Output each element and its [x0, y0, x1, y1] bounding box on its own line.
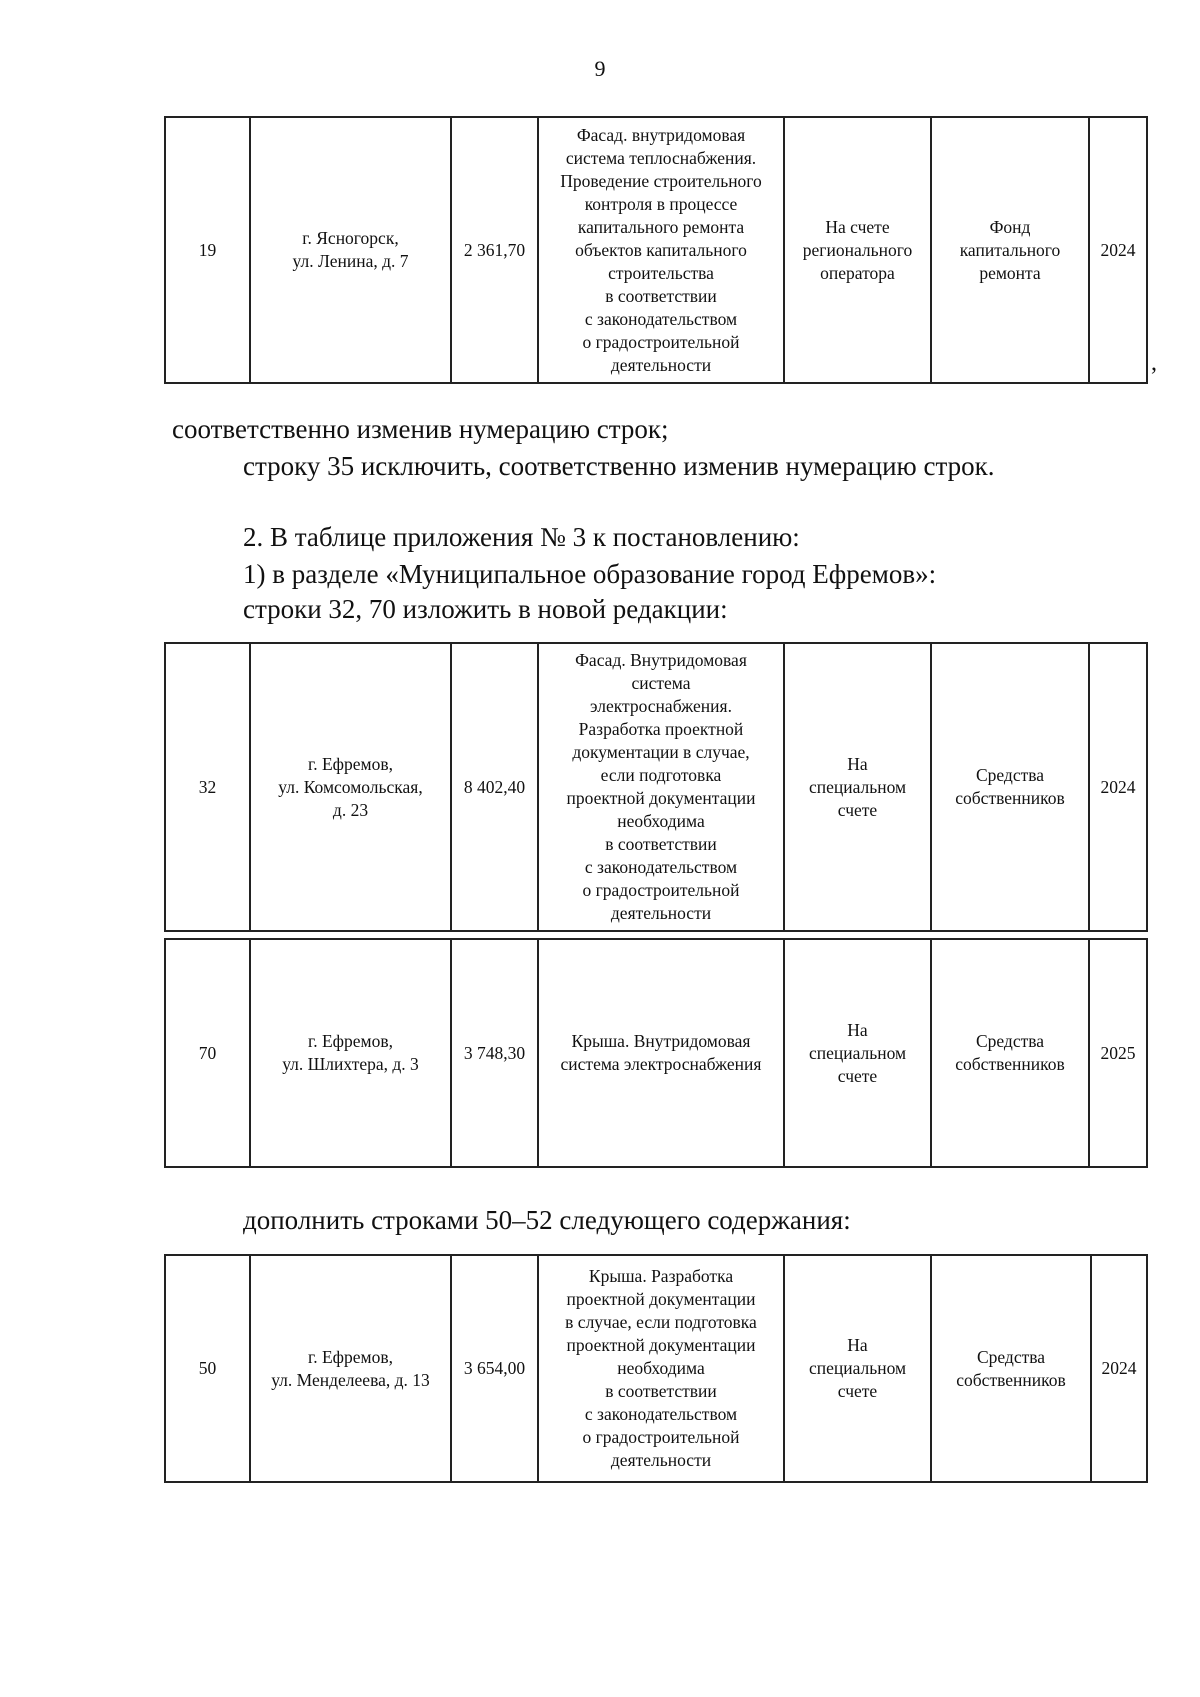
table-top — [164, 116, 1148, 384]
row-number: 50 — [165, 1255, 250, 1482]
table-mid-2 — [164, 938, 1148, 1168]
page-number: 9 — [594, 56, 606, 81]
table-row — [165, 939, 1147, 1167]
account-cell: На специальном счете — [784, 1255, 931, 1482]
table-row — [165, 643, 1147, 931]
year-cell: 2024 — [1089, 643, 1147, 931]
account-cell: На специальном счете — [784, 939, 931, 1167]
source-cell: Средства собственников — [931, 939, 1089, 1167]
work-cell: Крыша. Внутридомовая система электроснабжения — [538, 939, 784, 1167]
row-number: 19 — [165, 117, 250, 383]
work-cell: Крыша. Разработка проектной документации в случае, если подготовка проектной документации необходима в соответствии с законодательством о градостроительной деятельности — [538, 1255, 784, 1482]
area-cell: 2 361,70 — [451, 117, 538, 383]
source-cell: Фонд капитального ремонта — [931, 117, 1089, 383]
area-cell: 8 402,40 — [451, 643, 538, 931]
source-cell: Средства собственников — [931, 643, 1089, 931]
year-cell: 2024 — [1091, 1255, 1147, 1482]
account-cell: На счете регионального оператора — [784, 117, 931, 383]
area-cell: 3 748,30 — [451, 939, 538, 1167]
paragraph-2: строку 35 исключить, соответственно изменив нумерацию строк. — [243, 451, 995, 481]
address-cell: г. Ефремов, ул. Комсомольская, д. 23 — [250, 643, 451, 931]
area-cell: 3 654,00 — [451, 1255, 538, 1482]
paragraph-1: соответственно изменив нумерацию строк; — [172, 414, 669, 444]
paragraph-4: 1) в разделе «Муниципальное образование город Ефремов»: — [243, 559, 937, 589]
year-cell: 2024 — [1089, 117, 1147, 383]
trailing-comma: , — [1151, 350, 1157, 376]
work-cell: Фасад. внутридомовая система теплоснабжения. Проведение строительного контроля в процессе капитального ремонта объектов капитального строительства в соответствии с законодательством о градостроительной деятельности — [538, 117, 784, 383]
source-cell: Средства собственников — [931, 1255, 1091, 1482]
row-number: 32 — [165, 643, 250, 931]
year-cell: 2025 — [1089, 939, 1147, 1167]
table-mid-1 — [164, 642, 1148, 932]
address-cell: г. Ясногорск, ул. Ленина, д. 7 — [250, 117, 451, 383]
account-cell: На специальном счете — [784, 643, 931, 931]
paragraph-5: строки 32, 70 изложить в новой редакции: — [243, 594, 728, 624]
paragraph-3: 2. В таблице приложения № 3 к постановлению: — [243, 522, 800, 552]
paragraph-6: дополнить строками 50–52 следующего содержания: — [243, 1205, 851, 1235]
address-cell: г. Ефремов, ул. Шлихтера, д. 3 — [250, 939, 451, 1167]
work-cell: Фасад. Внутридомовая система электроснабжения. Разработка проектной документации в случае, если подготовка проектной документации необходима в соответствии с законодательством о градостроительной деятельности — [538, 643, 784, 931]
address-cell: г. Ефремов, ул. Менделеева, д. 13 — [250, 1255, 451, 1482]
table-row — [165, 1255, 1147, 1482]
table-row — [165, 117, 1147, 383]
row-number: 70 — [165, 939, 250, 1167]
table-bottom — [164, 1254, 1148, 1483]
